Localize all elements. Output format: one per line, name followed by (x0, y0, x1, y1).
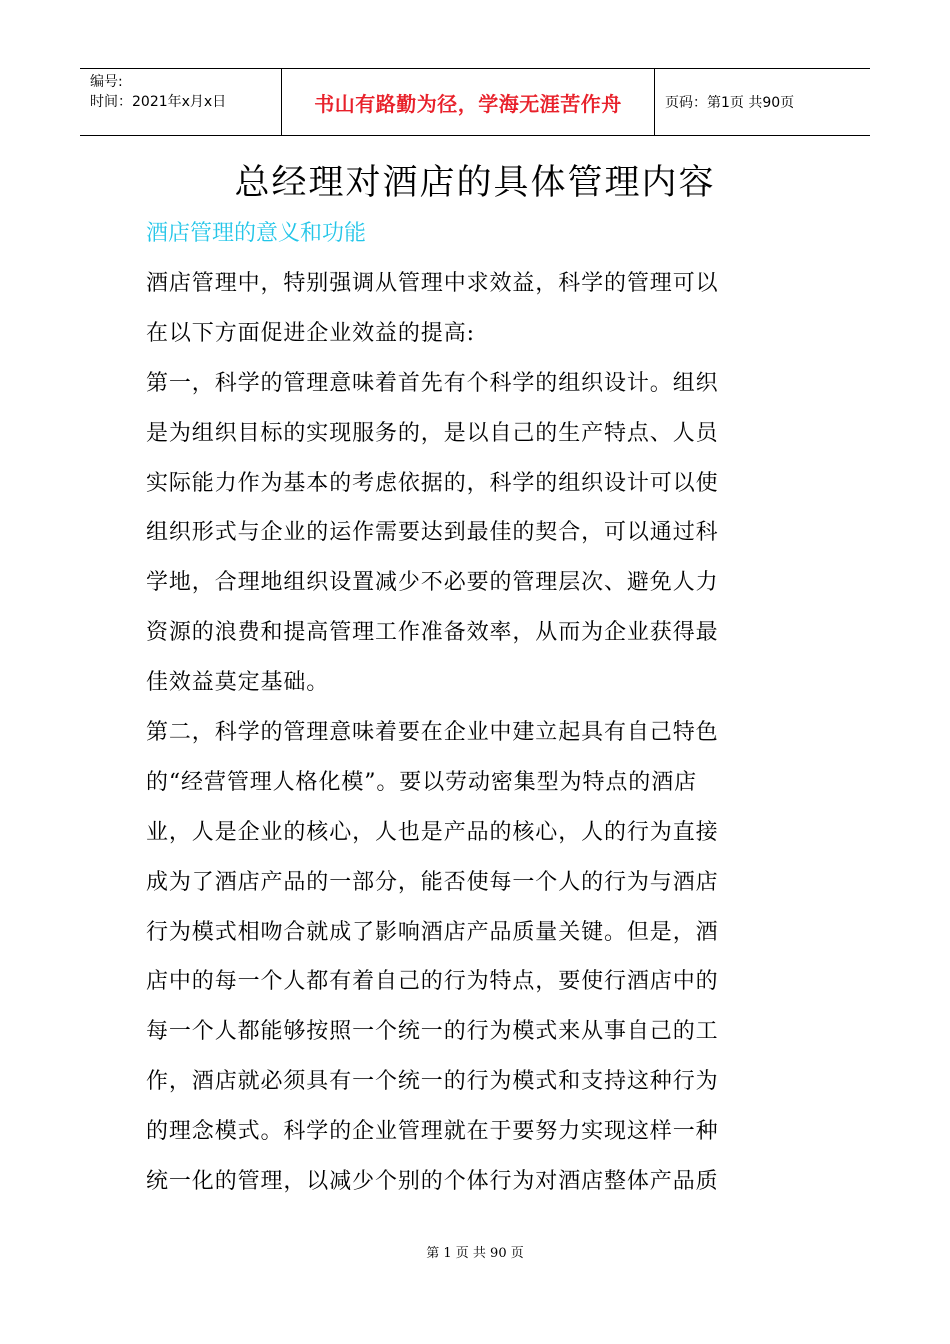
text-line: 是为组织目标的实现服务的，是以自己的生产特点、人员 (146, 420, 719, 446)
text-line: 每一个人都能够按照一个统一的行为模式来从事自己的工 (146, 1019, 719, 1045)
text-line: 的理念模式。科学的企业管理就在于要努力实现这样一种 (146, 1119, 719, 1145)
page-header (80, 68, 870, 136)
text-line: 行为模式相吻合就成了影响酒店产品质量关键。但是，酒 (146, 919, 719, 945)
text-line: 资源的浪费和提高管理工作准备效率，从而为企业获得最 (146, 620, 719, 646)
text-line: 佳效益莫定基础。 (146, 670, 330, 696)
text-line: 的“经营管理人格化模”。要以劳动密集型为特点的酒店 (146, 769, 697, 795)
text-line: 实际能力作为基本的考虑依据的，科学的组织设计可以使 (146, 470, 719, 496)
header-page-info: 页码：第1页 共90页 (665, 95, 795, 111)
body-text (146, 259, 786, 1207)
text-line: 在以下方面促进企业效益的提高: (146, 320, 475, 346)
text-line: 业，人是企业的核心，人也是产品的核心，人的行为直接 (146, 819, 719, 845)
text-line: 成为了酒店产品的一部分，能否使每一个人的行为与酒店 (146, 869, 719, 895)
page-footer: 第 1 页 共 90 页 (426, 1246, 524, 1261)
date-label: 时间：2021年x月x日 (90, 94, 227, 110)
text-line: 作，酒店就必须具有一个统一的行为模式和支持这种行为 (146, 1069, 719, 1095)
header-meta (80, 69, 282, 135)
section-heading: 酒店管理的意义和功能 (146, 221, 367, 246)
text-line: 第一，科学的管理意味着首先有个科学的组织设计。组织 (146, 370, 719, 396)
text-line: 组织形式与企业的运作需要达到最佳的契合，可以通过科 (146, 520, 719, 546)
text-line: 统一化的管理，以减少个别的个体行为对酒店整体产品质 (146, 1169, 719, 1195)
text-line: 学地，合理地组织设置减少不必要的管理层次、避免人力 (146, 570, 719, 596)
text-line: 第二，科学的管理意味着要在企业中建立起具有自己特色 (146, 720, 719, 746)
document-title: 总经理对酒店的具体管理内容 (234, 163, 716, 203)
number-label: 编号: (90, 74, 123, 90)
header-motto: 书山有路勤为径，学海无涯苦作舟 (282, 69, 655, 135)
text-line: 酒店管理中，特别强调从管理中求效益，科学的管理可以 (146, 271, 719, 296)
text-line: 店中的每一个人都有着自己的行为特点，要使行酒店中的 (146, 969, 719, 995)
